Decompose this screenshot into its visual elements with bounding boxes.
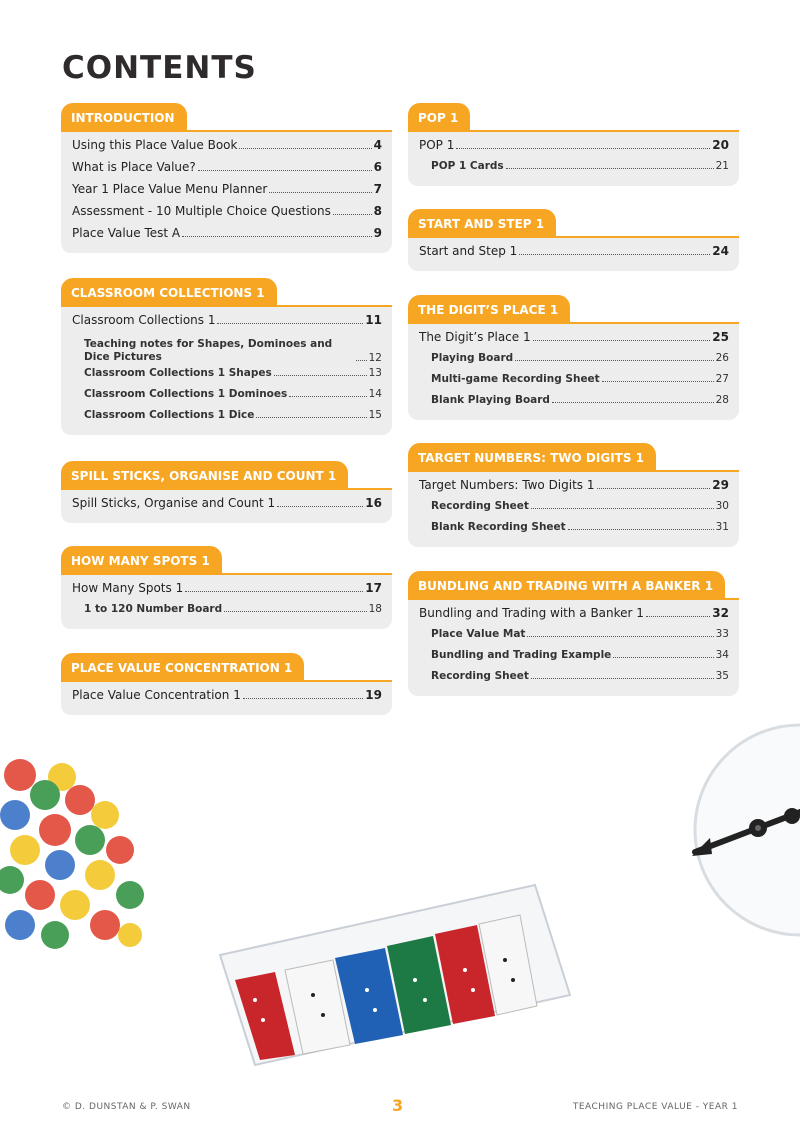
section-heading: START AND STEP 1 (408, 209, 556, 237)
section-heading: INTRODUCTION (61, 103, 187, 131)
toc-entry[interactable]: POP 1 20 (419, 138, 729, 152)
toc-entry[interactable]: What is Place Value? 6 (72, 160, 382, 174)
toc-entry[interactable]: Place Value Concentration 1 19 (72, 688, 382, 702)
section-entries (61, 132, 392, 253)
toc-entry[interactable]: Place Value Test A 9 (72, 226, 382, 240)
toc-entry[interactable]: Classroom Collections 1 11 (72, 313, 382, 327)
toc-subentry[interactable]: POP 1 Cards 21 (431, 160, 729, 172)
toc-entry[interactable]: Spill Sticks, Organise and Count 1 16 (72, 496, 382, 510)
page-title: CONTENTS (62, 50, 257, 86)
toc-entry[interactable]: How Many Spots 1 17 (72, 581, 382, 595)
section-heading: TARGET NUMBERS: TWO DIGITS 1 (408, 443, 656, 471)
section-pop (408, 103, 739, 186)
footer-book-title: TEACHING PLACE VALUE - YEAR 1 (572, 1102, 738, 1112)
section-spill-sticks (61, 461, 392, 523)
section-entries (61, 682, 392, 715)
toc-entry[interactable]: Using this Place Value Book 4 (72, 138, 382, 152)
toc-subentry[interactable]: Playing Board 26 (431, 352, 729, 364)
section-heading: PLACE VALUE CONCENTRATION 1 (61, 653, 304, 681)
toc-entry[interactable]: Bundling and Trading with a Banker 1 32 (419, 606, 729, 620)
section-how-many-spots (61, 546, 392, 629)
section-heading: BUNDLING AND TRADING WITH A BANKER 1 (408, 571, 725, 599)
section-heading: POP 1 (408, 103, 470, 131)
section-bundling-and-trading (408, 571, 739, 696)
toc-subentry[interactable]: Multi-game Recording Sheet 27 (431, 373, 729, 385)
section-entries (408, 324, 739, 420)
toc-subentry[interactable]: Blank Playing Board 28 (431, 394, 729, 406)
section-heading: CLASSROOM COLLECTIONS 1 (61, 278, 277, 306)
toc-entry[interactable]: Assessment - 10 Multiple Choice Questions 8 (72, 204, 382, 218)
toc-subentry[interactable]: 1 to 120 Number Board 18 (84, 603, 382, 615)
section-entries (61, 575, 392, 629)
section-target-numbers (408, 443, 739, 547)
section-entries (408, 600, 739, 696)
toc-entry[interactable]: Year 1 Place Value Menu Planner 7 (72, 182, 382, 196)
toc-subentry[interactable]: Recording Sheet 35 (431, 670, 729, 682)
section-entries (408, 238, 739, 271)
toc-subentry[interactable]: Teaching notes for Shapes, Dominoes and Dice Pictures 12 (84, 338, 382, 364)
section-introduction (61, 103, 392, 253)
toc-entry[interactable]: Target Numbers: Two Digits 1 29 (419, 478, 729, 492)
section-entries (408, 472, 739, 547)
toc-subentry[interactable]: Classroom Collections 1 Dominoes 14 (84, 388, 382, 400)
section-heading: THE DIGIT’S PLACE 1 (408, 295, 570, 323)
toc-subentry[interactable]: Blank Recording Sheet 31 (431, 521, 729, 533)
toc-entry[interactable]: Start and Step 1 24 (419, 244, 729, 258)
toc-subentry[interactable]: Recording Sheet 30 (431, 500, 729, 512)
section-heading: SPILL STICKS, ORGANISE AND COUNT 1 (61, 461, 348, 489)
section-place-value-concentration (61, 653, 392, 715)
toc-subentry[interactable]: Classroom Collections 1 Shapes 13 (84, 367, 382, 379)
dice-box-image (215, 880, 575, 1070)
toc-subentry[interactable]: Classroom Collections 1 Dice 15 (84, 409, 382, 421)
counters-image (0, 755, 160, 965)
section-entries (61, 307, 392, 435)
section-entries (408, 132, 739, 186)
section-digits-place (408, 295, 739, 420)
section-heading: HOW MANY SPOTS 1 (61, 546, 222, 574)
spinner-image (650, 720, 800, 940)
section-start-and-step (408, 209, 739, 271)
section-classroom-collections (61, 278, 392, 435)
toc-entry[interactable]: The Digit’s Place 1 25 (419, 330, 729, 344)
toc-subentry[interactable]: Place Value Mat 33 (431, 628, 729, 640)
toc-subentry[interactable]: Bundling and Trading Example 34 (431, 649, 729, 661)
section-entries (61, 490, 392, 523)
page-number: 3 (392, 1096, 404, 1115)
footer-copyright: © D. DUNSTAN & P. SWAN (62, 1102, 191, 1112)
